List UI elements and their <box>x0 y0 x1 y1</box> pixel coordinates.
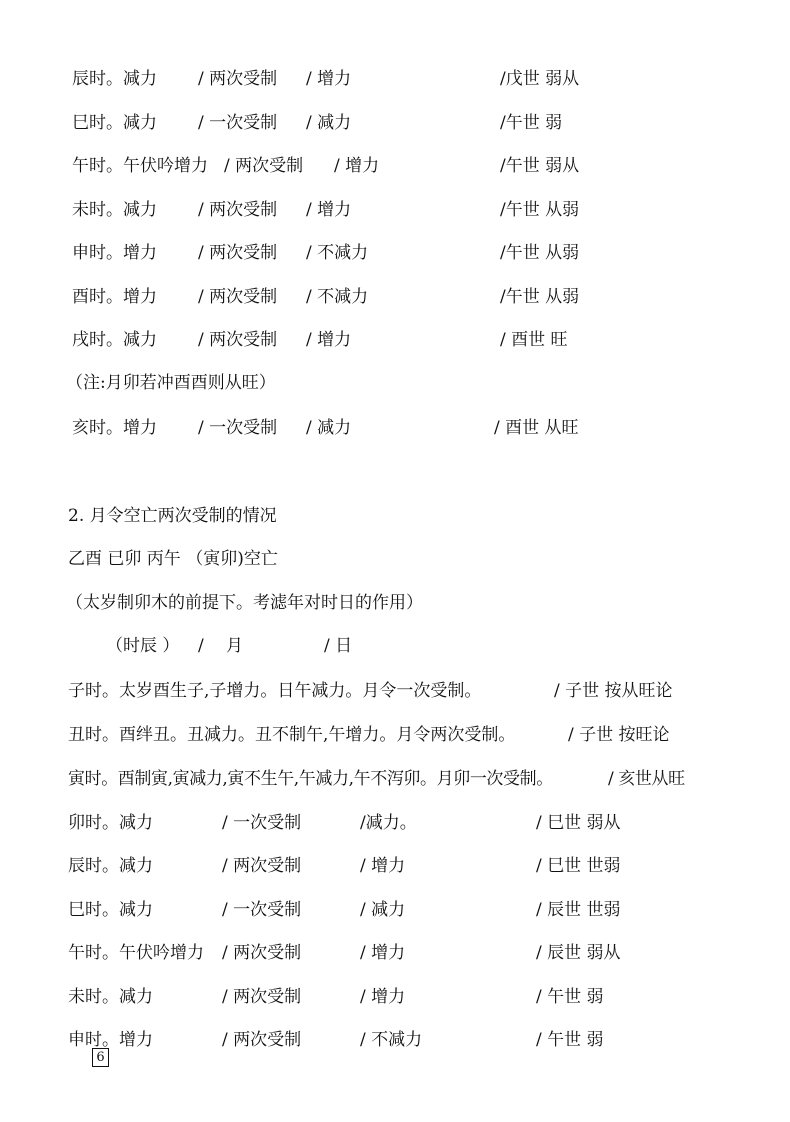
day-cell: / 增力 <box>306 200 352 220</box>
result-cell: / 午世 弱 <box>536 1030 604 1050</box>
hour-cell: 巳时。减力 <box>68 900 153 920</box>
day-cell: /减力。 <box>360 813 417 833</box>
result-cell: / 亥世从旺 <box>608 769 685 789</box>
month-cell: / 两次受制 <box>198 287 278 307</box>
result-cell: / 午世 弱 <box>536 987 604 1007</box>
month-cell: / 一次受制 <box>198 418 278 438</box>
result-cell: / 辰世 世弱 <box>536 900 621 920</box>
hour-cell: 未时。减力 <box>72 200 157 220</box>
hour-cell: 戌时。减力 <box>72 330 157 350</box>
result-cell: / 巳世 世弱 <box>536 856 621 876</box>
month-cell: / 两次受制 <box>222 856 302 876</box>
month-cell: / 两次受制 <box>198 330 278 350</box>
result-cell: / 巳世 弱从 <box>536 813 621 833</box>
day-cell: / 不减力 <box>306 243 369 263</box>
result-cell: /午世 从弱 <box>500 243 580 263</box>
explanation-cell: 子时。太岁酉生子,子增力。日午减力。月令一次受制。 <box>68 681 482 701</box>
hour-cell: 申时。增力 <box>72 243 157 263</box>
day-cell: / 增力 <box>306 330 352 350</box>
header-month: 月 <box>226 636 243 656</box>
day-cell: / 增力 <box>360 943 406 963</box>
month-cell: / 两次受制 <box>222 987 302 1007</box>
hour-cell: 巳时。减力 <box>72 113 157 133</box>
month-cell: / 一次受制 <box>222 813 302 833</box>
day-cell: / 减力 <box>306 113 352 133</box>
month-cell: / 两次受制 <box>198 200 278 220</box>
result-cell: / 子世 按从旺论 <box>554 681 673 701</box>
result-cell: / 辰世 弱从 <box>536 943 621 963</box>
hour-cell: 申时。增力 <box>68 1030 153 1050</box>
section-heading: 2. 月令空亡两次受制的情况 <box>68 506 277 526</box>
month-cell: / 两次受制 <box>222 1030 302 1050</box>
month-cell: / 两次受制 <box>222 943 302 963</box>
header-hour: （时辰 ） <box>106 636 180 656</box>
result-cell: /戊世 弱从 <box>500 69 580 89</box>
note-text: （太岁制卯木的前提下。考滤年对时日的作用） <box>66 593 423 613</box>
page-number: 6 <box>92 1048 109 1067</box>
hour-cell: 亥时。增力 <box>72 418 157 438</box>
pillars-line: 乙酉 已卯 丙午 （寅卯)空亡 <box>68 549 278 569</box>
result-cell: /午世 从弱 <box>500 200 580 220</box>
hour-cell: 未时。减力 <box>68 987 153 1007</box>
result-cell: / 酉世 旺 <box>500 330 568 350</box>
month-cell: / 一次受制 <box>222 900 302 920</box>
month-cell: / 一次受制 <box>198 113 278 133</box>
result-cell: / 子世 按旺论 <box>568 725 670 745</box>
day-cell: / 不减力 <box>360 1030 423 1050</box>
explanation-cell: 寅时。酉制寅,寅减力,寅不生午,午减力,午不泻卯。月卯一次受制。 <box>68 769 553 789</box>
day-cell: / 减力 <box>306 418 352 438</box>
header-day: / 日 <box>324 636 353 656</box>
day-cell: / 增力 <box>306 69 352 89</box>
explanation-cell: 丑时。酉绊丑。丑减力。丑不制午,午增力。月令两次受制。 <box>68 725 516 745</box>
month-cell: / 两次受制 <box>198 69 278 89</box>
hour-cell: 辰时。减力 <box>68 856 153 876</box>
hour-cell: 酉时。增力 <box>72 287 157 307</box>
result-cell: /午世 弱 <box>500 113 563 133</box>
hour-cell: 卯时。减力 <box>68 813 153 833</box>
hour-cell: 午时。午伏吟增力 <box>72 156 208 176</box>
day-cell: / 增力 <box>360 856 406 876</box>
header-sep: / <box>198 636 204 656</box>
day-cell: / 增力 <box>334 156 380 176</box>
hour-cell: 辰时。减力 <box>72 69 157 89</box>
day-cell: / 不减力 <box>306 287 369 307</box>
month-cell: / 两次受制 <box>224 156 304 176</box>
note-text: （注:月卯若冲酉酉则从旺） <box>66 373 276 393</box>
month-cell: / 两次受制 <box>198 243 278 263</box>
hour-cell: 午时。午伏吟增力 <box>68 943 204 963</box>
result-cell: /午世 弱从 <box>500 156 580 176</box>
day-cell: / 减力 <box>360 900 406 920</box>
day-cell: / 增力 <box>360 987 406 1007</box>
result-cell: /午世 从弱 <box>500 287 580 307</box>
result-cell: / 酉世 从旺 <box>494 418 579 438</box>
